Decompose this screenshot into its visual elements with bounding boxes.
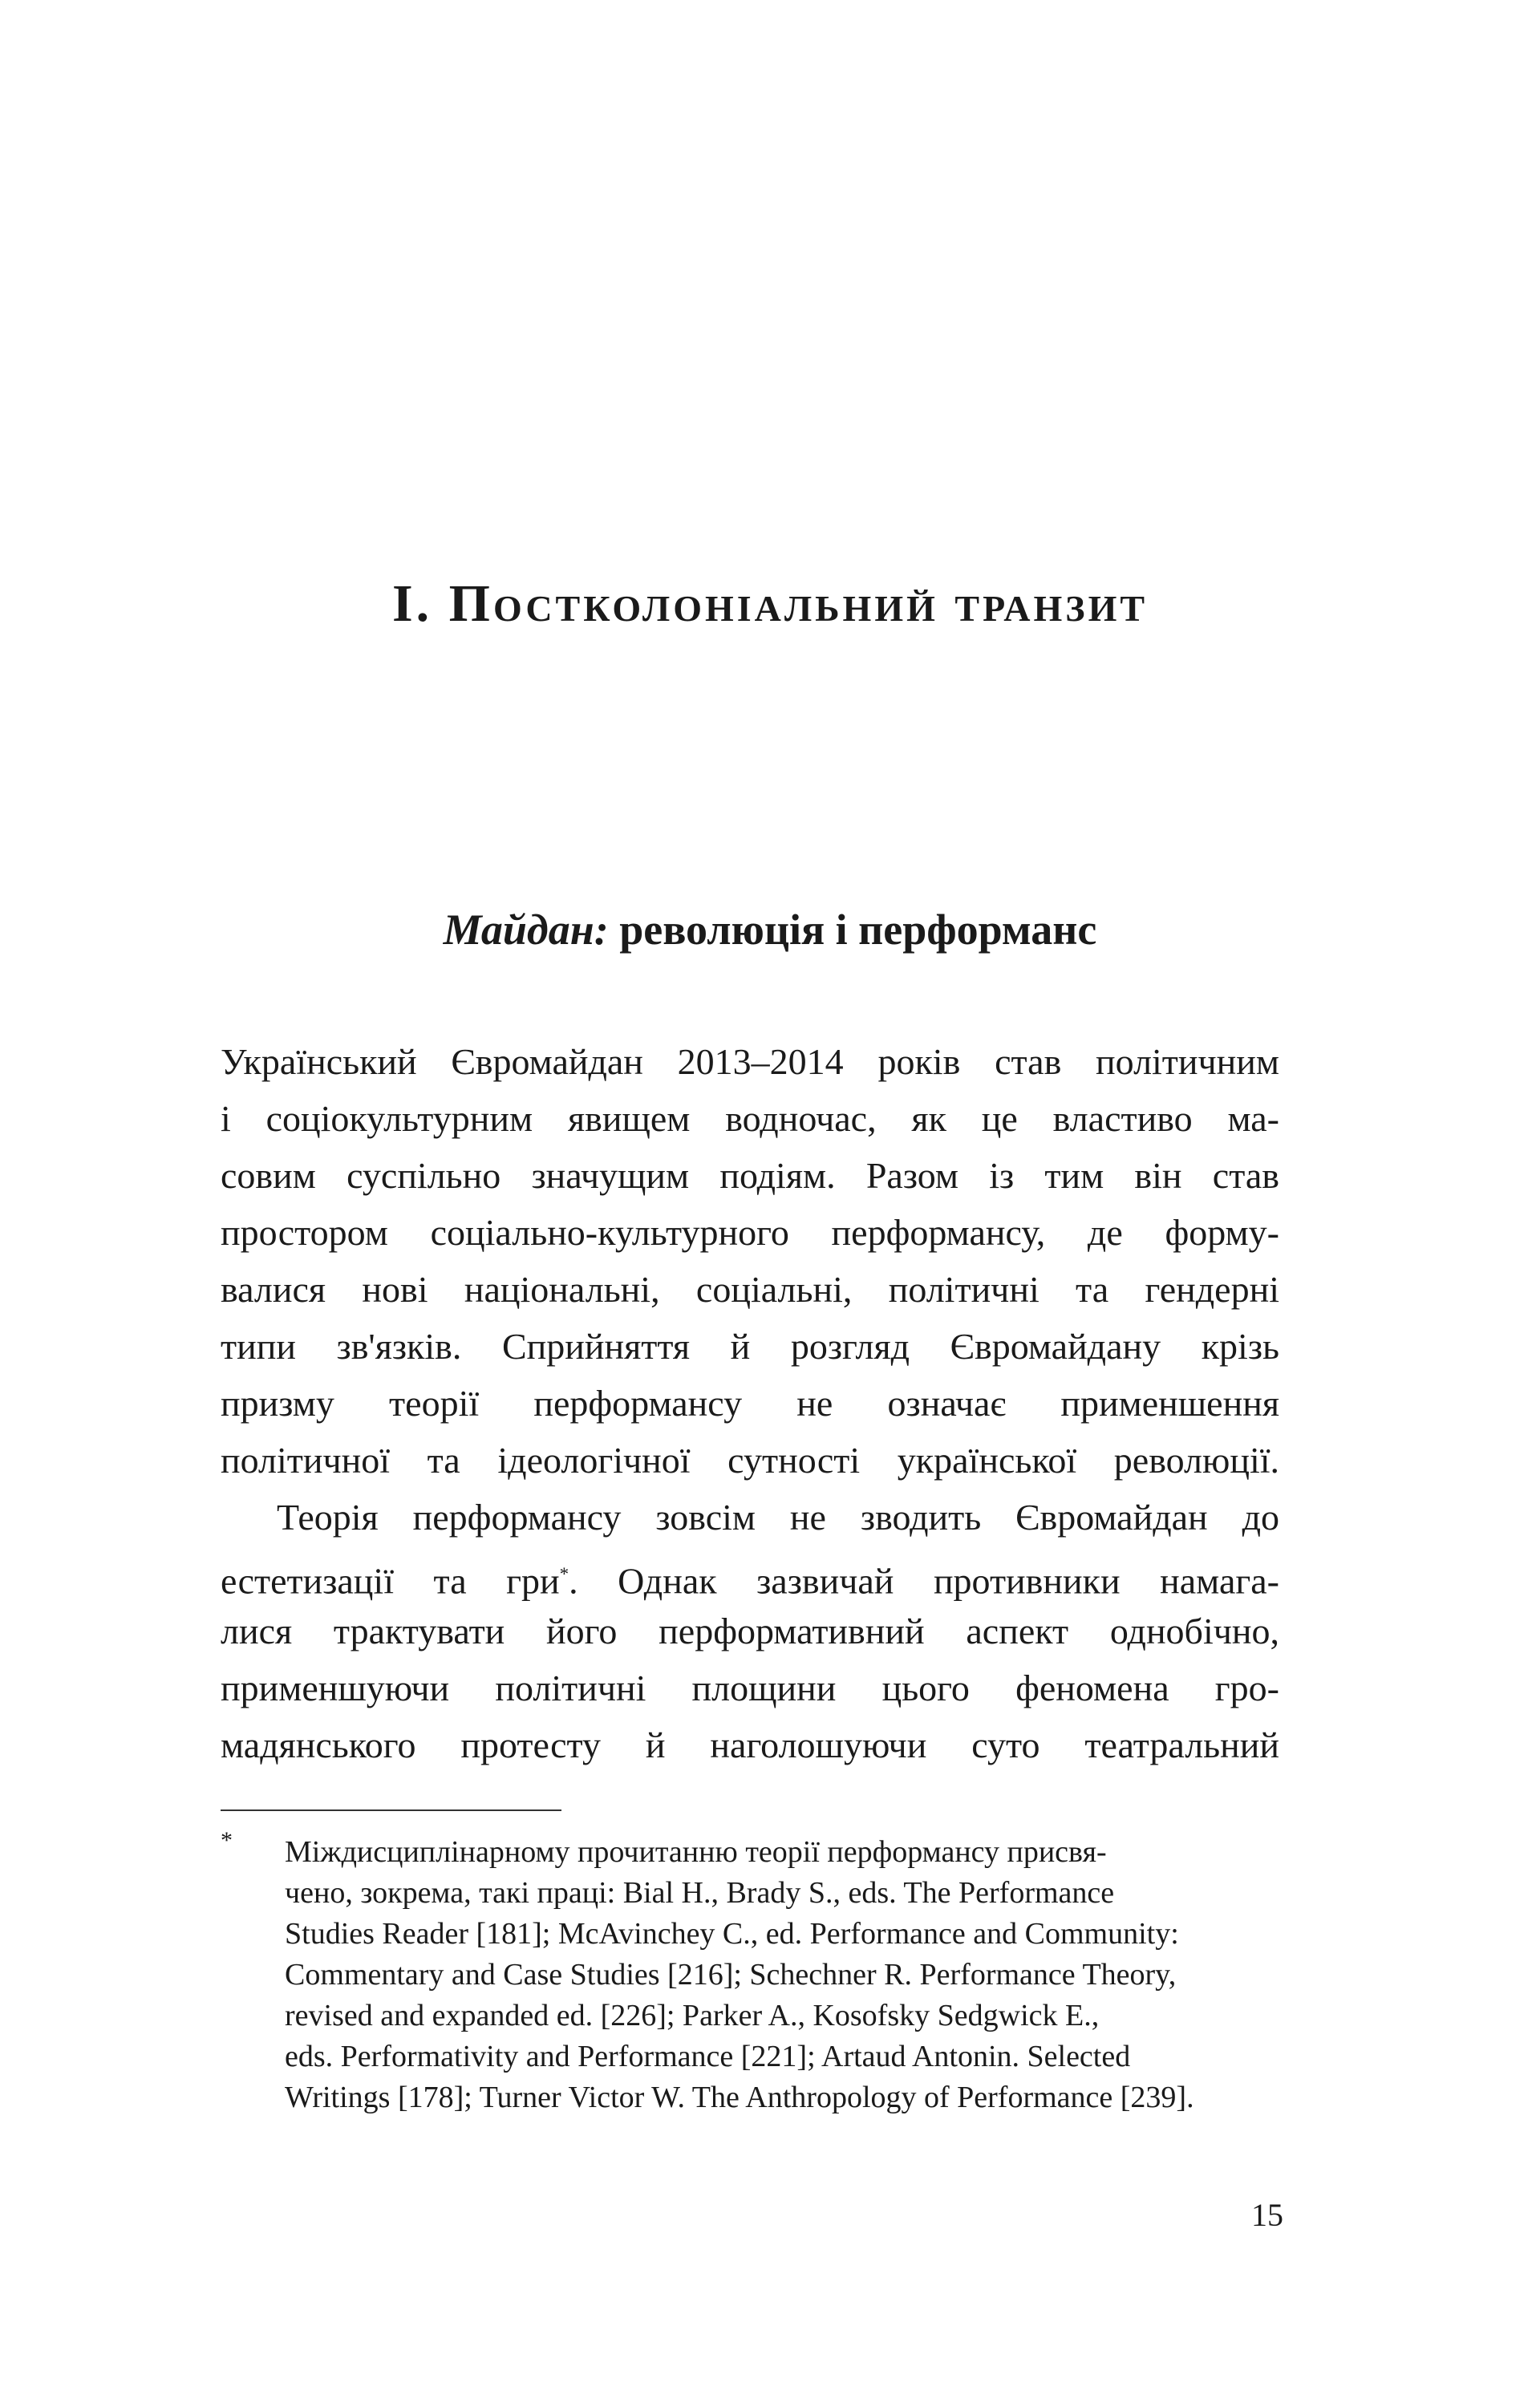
footnote-line: чено, зокрема, такі праці: Bial H., Brady S., eds. The Performance [285,1876,1115,1910]
footnote-line: Міждисциплінарному прочитанню теорії перформансу присвя- [285,1835,1107,1869]
section-title-rest: революція і перформанс [608,906,1097,954]
section-title-italic: Майдан: [443,906,609,954]
body-line: мадянського протесту й наголошуючи суто театральний [221,1724,1279,1765]
footnote-line: revised and expanded ed. [226]; Parker A., Kosofsky Sedgwick E., [285,1999,1100,2032]
footnote-line: Writings [178]; Turner Victor W. The Anthropology of Performance [239]. [285,2081,1194,2114]
page-number: 15 [1251,2197,1283,2233]
body-line: Український Євромайдан 2013–2014 років став політичним [221,1041,1279,1082]
body-line: типи зв'язків. Сприйняття й розгляд Євромайдану крізь [221,1326,1279,1367]
body-line-part: . Однак зазвичай противники намага- [569,1560,1279,1602]
chapter-title: І. Постколоніальний транзит [391,574,1149,633]
body-line: применшуючи політичні площини цього феномена гро- [221,1668,1279,1708]
footnote-line: Studies Reader [181]; McAvinchey C., ed. Performance and Community: [285,1917,1179,1951]
footnote-mark: * [221,1827,233,1854]
footnote-line: Commentary and Case Studies [216]; Schechner R. Performance Theory, [285,1958,1177,1992]
body-line: лися трактувати його перформативний аспект однобічно, [221,1611,1279,1651]
body-line: політичної та ідеологічної сутності української революції. [221,1440,1279,1481]
body-text [221,1033,1279,1773]
footnote [221,1827,1279,2118]
section-title [0,905,1540,954]
body-line: і соціокультурним явищем водночас, як це властиво ма- [221,1098,1279,1139]
footnote-line: eds. Performativity and Performance [221]; Artaud Antonin. Selected [285,2040,1131,2073]
body-line-part: естетизації та гри [221,1560,560,1602]
body-line: валися нові національні, соціальні, політичні та гендерні [221,1269,1279,1310]
footnote-reference[interactable]: * [559,1564,569,1584]
body-line: совим суспільно значущим подіям. Разом із тим він став [221,1155,1279,1196]
body-line [221,1546,1279,1603]
footnote-divider [221,1809,561,1811]
body-line: призму теорії перформансу не означає применшення [221,1383,1279,1424]
body-line: Теорія перформансу зовсім не зводить Євромайдан до [277,1497,1279,1538]
body-line: простором соціально-культурного перформансу, де форму- [221,1212,1279,1253]
